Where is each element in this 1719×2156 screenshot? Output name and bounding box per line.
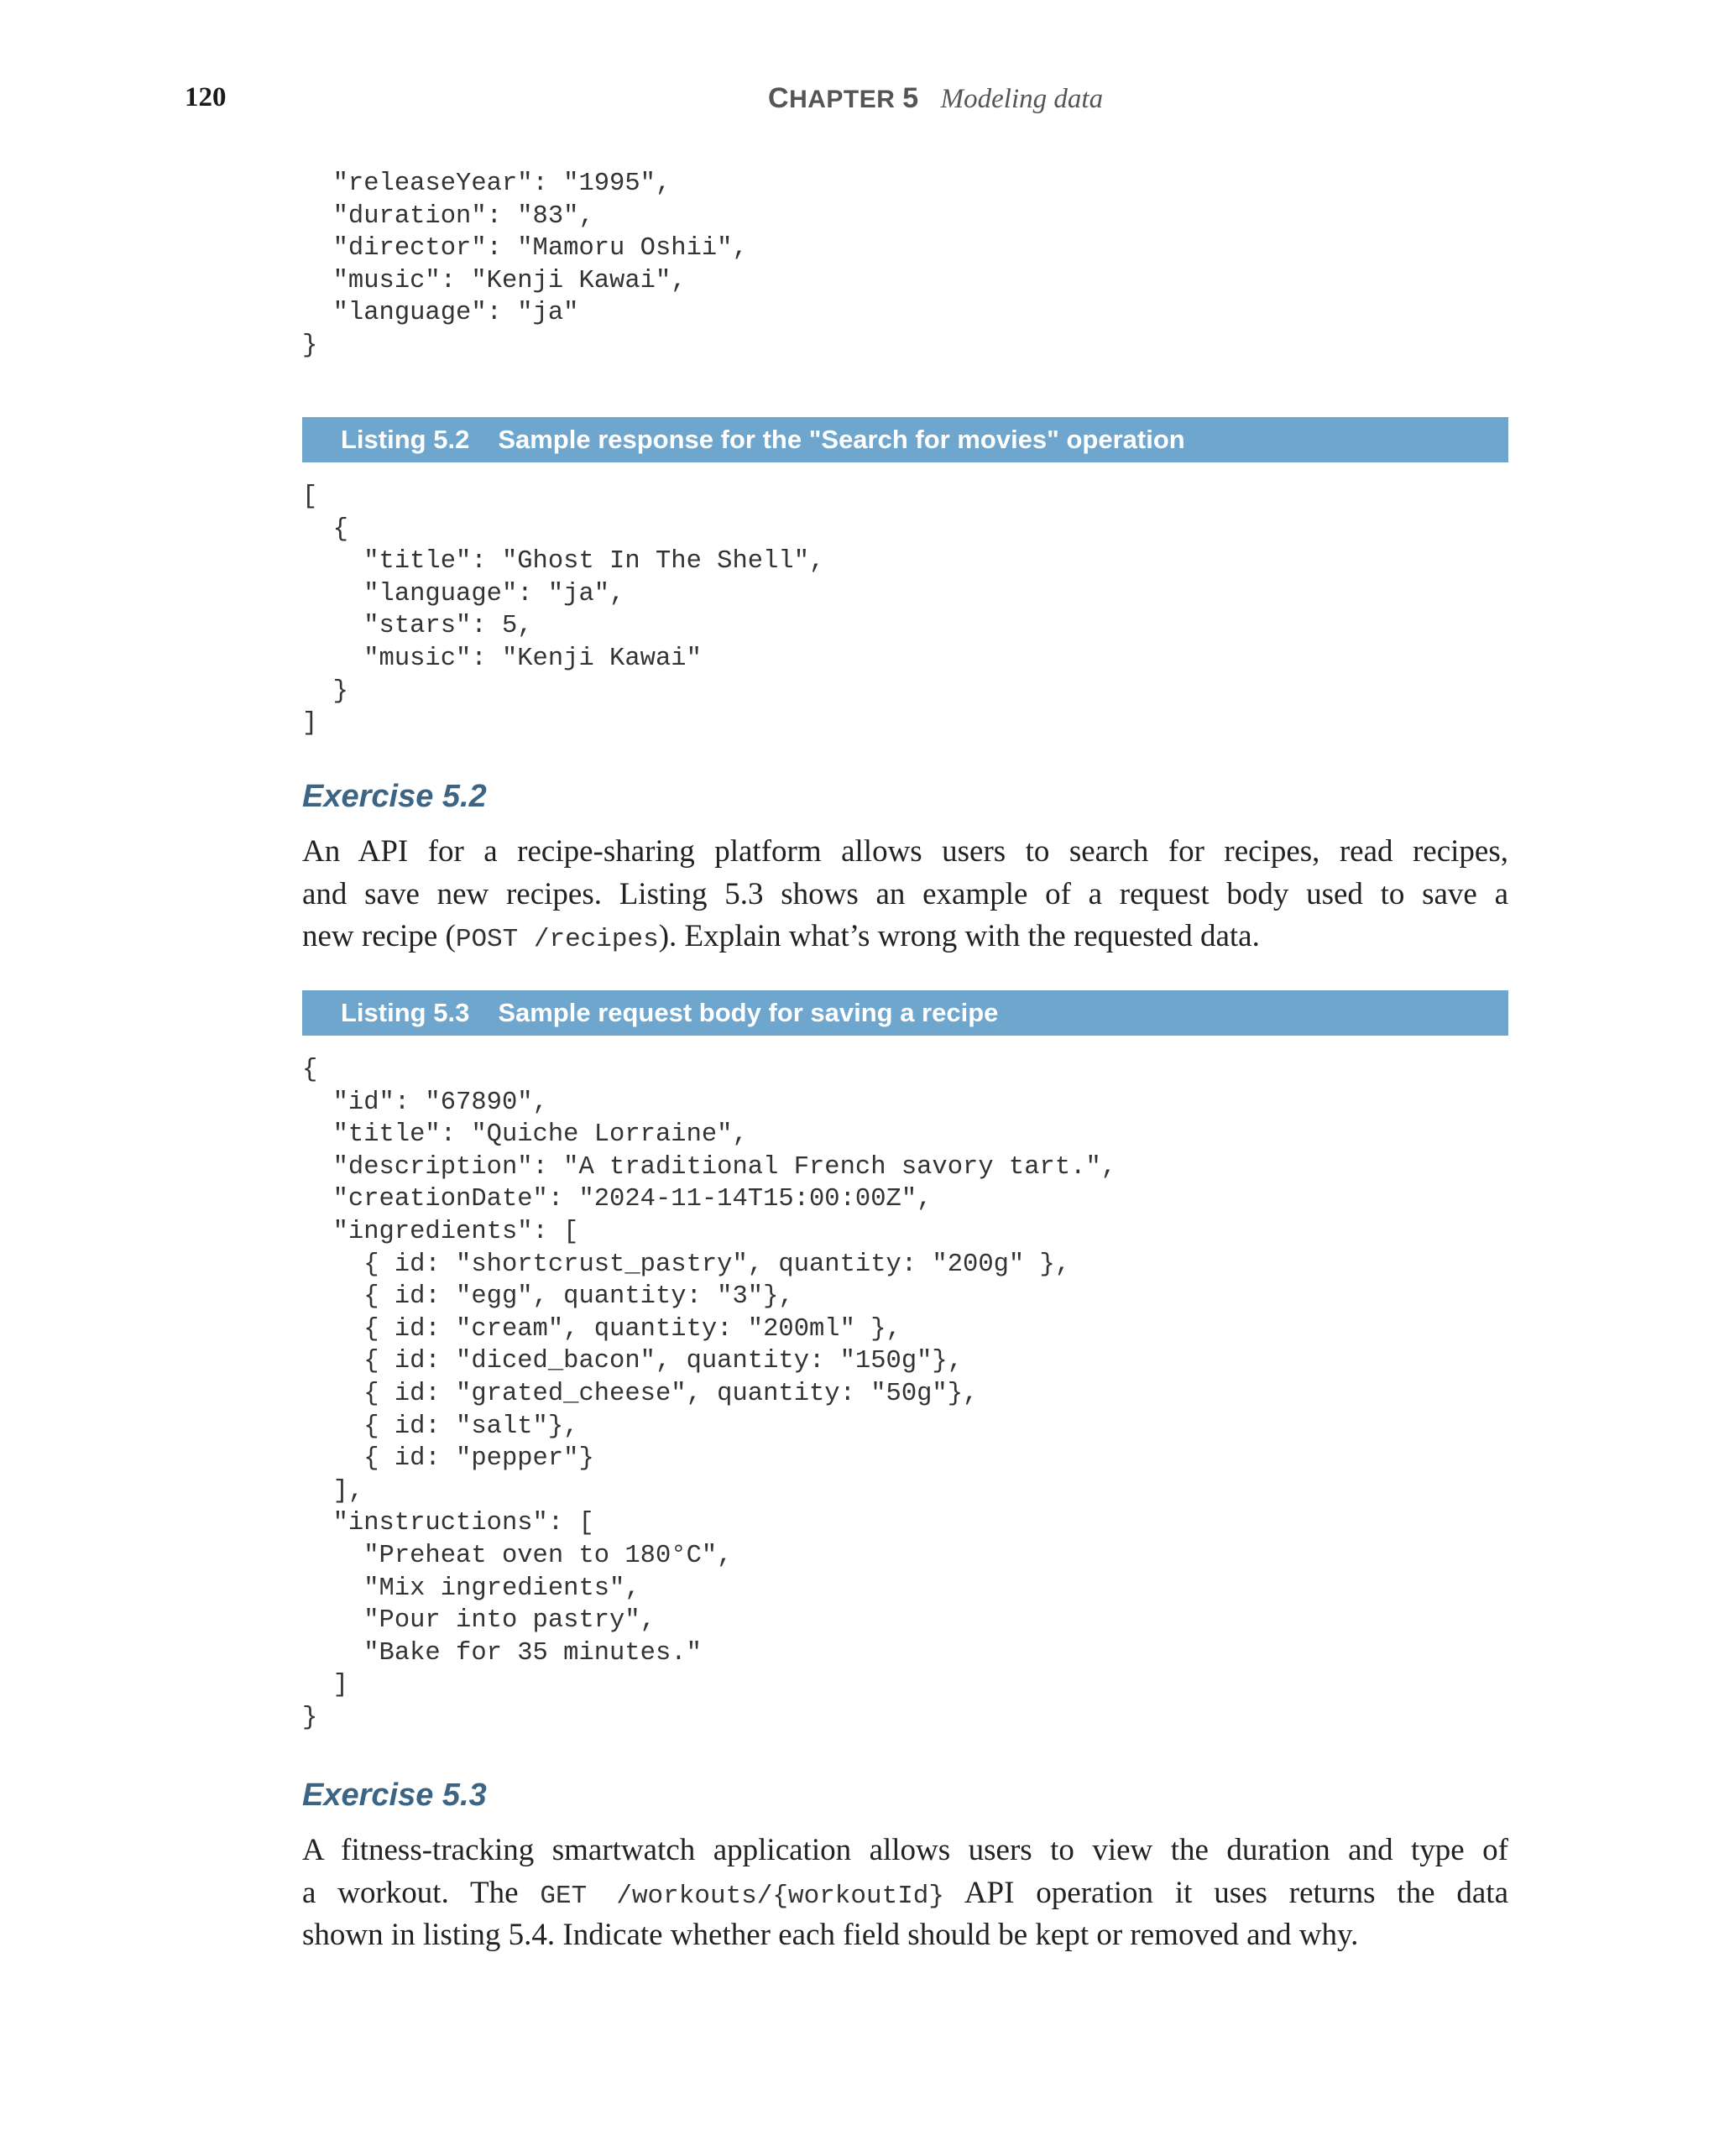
paragraph-line: a workout. The GET /workouts/{workoutId} API operation it uses returns the data — [302, 1875, 1509, 1911]
listing-caption: Sample response for the "Search for movies" operation — [498, 425, 1185, 454]
listing-5-3-code: { "id": "67890", "title": "Quiche Lorraine", "description": "A traditional French savory tart.", "creationDate": "2024-11-14T15:00:00Z", "ingredients": [ { id: "shortcrust_pastry", quantity: "200g" }, { id: "egg", quantity: "3"}, { id: "cream", quantity: "200ml" }, { id: "diced_bacon", quantity: "150g"}, { id: "grated_cheese", quantity: "50g"}, { id: "salt"}, { id: "pepper"} ], "instructions": [ "Preheat oven to 180°C", "Mix ingredients", "Pour into pastry", "Bake for 35 minutes." ] } — [302, 1056, 1117, 1732]
running-head — [768, 82, 1103, 115]
listing-5-3-caption-bar — [302, 990, 1508, 1036]
listing-5-2-code: [ { "title": "Ghost In The Shell", "language": "ja", "stars": 5, "music": "Kenji Kawai" } ] — [302, 483, 825, 739]
chapter-label: CHAPTER 5 — [768, 82, 919, 114]
exercise-5-3-text — [302, 1830, 1508, 1957]
chapter-title: Modeling data — [940, 84, 1104, 114]
exercise-5-2-heading: Exercise 5.2 — [302, 779, 487, 814]
listing-label: Listing 5.2 — [341, 425, 470, 454]
inline-code: POST /recipes — [455, 925, 659, 954]
inline-code: GET /workouts/{workoutId} — [540, 1881, 945, 1911]
exercise-5-3-heading: Exercise 5.3 — [302, 1778, 487, 1813]
listing-5-2-caption-bar — [302, 417, 1508, 462]
listing-label: Listing 5.3 — [341, 998, 470, 1027]
paragraph-line: A fitness-tracking smartwatch application allows users to view the duration and type of — [302, 1833, 1508, 1867]
paragraph-line: new recipe (POST /recipes). Explain what’s wrong with the requested data. — [302, 919, 1260, 954]
paragraph-line: and save new recipes. Listing 5.3 shows an example of a request body used to save a — [302, 876, 1508, 911]
paragraph-line: shown in listing 5.4. Indicate whether each field should be kept or removed and why. — [302, 1918, 1359, 1952]
exercise-5-2-text — [302, 831, 1508, 958]
paragraph-line: An API for a recipe-sharing platform allows users to search for recipes, read recipes, — [302, 834, 1508, 869]
page-number: 120 — [185, 82, 227, 112]
code-block-continuation: "releaseYear": "1995", "duration": "83", "director": "Mamoru Oshii", "music": "Kenji Kawai", "language": "ja" } — [302, 170, 748, 360]
listing-caption: Sample request body for saving a recipe — [498, 998, 999, 1027]
